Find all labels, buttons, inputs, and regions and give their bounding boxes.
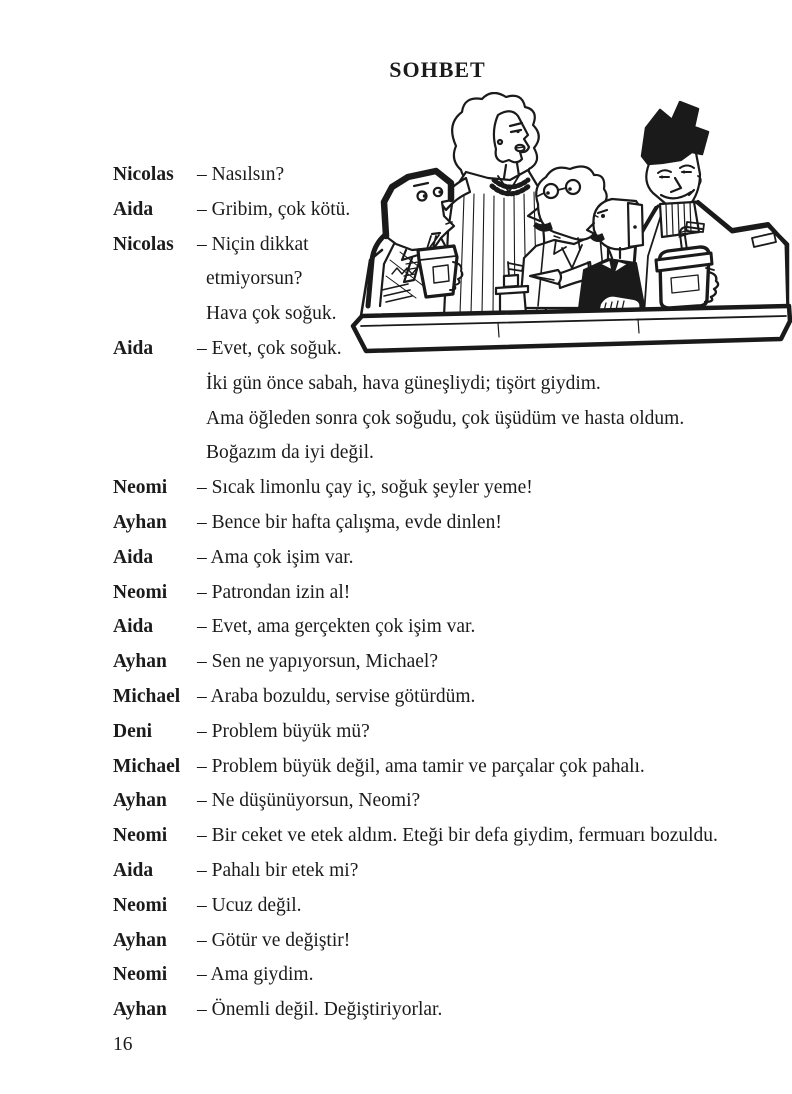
dialogue-text: – Önemli değil. Değiştiriyorlar.: [197, 999, 443, 1020]
dialogue-line: [113, 337, 786, 363]
dialogue-line: [113, 163, 786, 189]
speaker-name: Neomi: [113, 477, 168, 498]
dialogue-line: [113, 929, 786, 955]
dialogue-line: [113, 511, 786, 537]
dialogue-text: Hava çok soğuk.: [206, 303, 337, 324]
speaker-name: Neomi: [113, 825, 168, 846]
dialogue-line: [113, 894, 786, 920]
dialogue-text: İki gün önce sabah, hava güneşliydi; tişört giydim.: [206, 373, 601, 394]
dialogue-line: [113, 963, 786, 989]
speaker-name: Neomi: [113, 582, 168, 603]
speaker-name: Ayhan: [113, 999, 167, 1020]
speaker-name: Nicolas: [113, 164, 174, 185]
dialogue-line: [113, 267, 786, 293]
dialogue-line: [113, 650, 786, 676]
dialogue-line: [113, 615, 786, 641]
dialogue-text: – Pahalı bir etek mi?: [197, 860, 359, 881]
dialogue-line: [113, 198, 786, 224]
speaker-name: Aida: [113, 860, 154, 881]
speaker-name: Deni: [113, 721, 152, 742]
dialogue-line: [113, 685, 786, 711]
page-number: 16: [113, 1034, 133, 1055]
dialogue-line: [113, 998, 786, 1024]
dialogue-line: [113, 302, 786, 328]
speaker-name: Neomi: [113, 964, 168, 985]
speaker-name: Aida: [113, 616, 154, 637]
speaker-name: Ayhan: [113, 790, 167, 811]
dialogue-line: [113, 720, 786, 746]
speaker-name: Aida: [113, 199, 154, 220]
speaker-name: Michael: [113, 686, 181, 707]
speaker-name: Nicolas: [113, 234, 174, 255]
dialogue-text: – Ama çok işim var.: [197, 547, 354, 568]
dialogue-text: – Ucuz değil.: [197, 895, 302, 916]
dialogue-text: – Patrondan izin al!: [197, 582, 351, 603]
dialogue-text: Boğazım da iyi değil.: [206, 442, 374, 463]
speaker-name: Ayhan: [113, 512, 167, 533]
dialogue-text: – Problem büyük değil, ama tamir ve parçalar çok pahalı.: [197, 756, 645, 777]
dialogue-line: [113, 824, 786, 850]
dialogue-line: [113, 372, 786, 398]
dialogue-line: [113, 789, 786, 815]
dialogue-text: – Götür ve değiştir!: [197, 930, 351, 951]
dialogue-line: [113, 476, 786, 502]
dialogue-text: – Niçin dikkat: [197, 234, 309, 255]
dialogue-line: [113, 755, 786, 781]
dialogue-text: – Bence bir hafta çalışma, evde dinlen!: [197, 512, 502, 533]
speaker-name: Aida: [113, 547, 154, 568]
dialogue-text: etmiyorsun?: [206, 268, 303, 289]
dialogue-text: – Sen ne yapıyorsun, Michael?: [197, 651, 438, 672]
dialogue-text: – Problem büyük mü?: [197, 721, 370, 742]
dialogue-line: [113, 233, 786, 259]
speaker-name: Neomi: [113, 895, 168, 916]
dialogue-line: [113, 546, 786, 572]
speaker-name: Aida: [113, 338, 154, 359]
dialogue-text: Ama öğleden sonra çok soğudu, çok üşüdüm ve hasta oldum.: [206, 408, 685, 429]
dialogue-text: – Bir ceket ve etek aldım. Eteği bir defa giydim, fermuarı bozuldu.: [197, 825, 718, 846]
dialogue-line: [113, 441, 786, 467]
dialogue-text: – Ne düşünüyorsun, Neomi?: [197, 790, 421, 811]
dialogue-text: – Evet, ama gerçekten çok işim var.: [197, 616, 476, 637]
dialogue-line: [113, 859, 786, 885]
dialogue-line: [113, 407, 786, 433]
dialogue-text: – Sıcak limonlu çay iç, soğuk şeyler yeme!: [197, 477, 533, 498]
dialogue-text: – Gribim, çok kötü.: [197, 199, 351, 220]
speaker-name: Ayhan: [113, 930, 167, 951]
speaker-name: Michael: [113, 756, 181, 777]
dialogue-text: – Ama giydim.: [197, 964, 314, 985]
dialogue-line: [113, 581, 786, 607]
dialogue-text: – Nasılsın?: [197, 164, 285, 185]
speaker-name: Ayhan: [113, 651, 167, 672]
page-title: SOHBET: [389, 57, 486, 82]
dialogue-text: – Evet, çok soğuk.: [197, 338, 342, 359]
dialogue-text: – Araba bozuldu, servise götürdüm.: [197, 686, 476, 707]
